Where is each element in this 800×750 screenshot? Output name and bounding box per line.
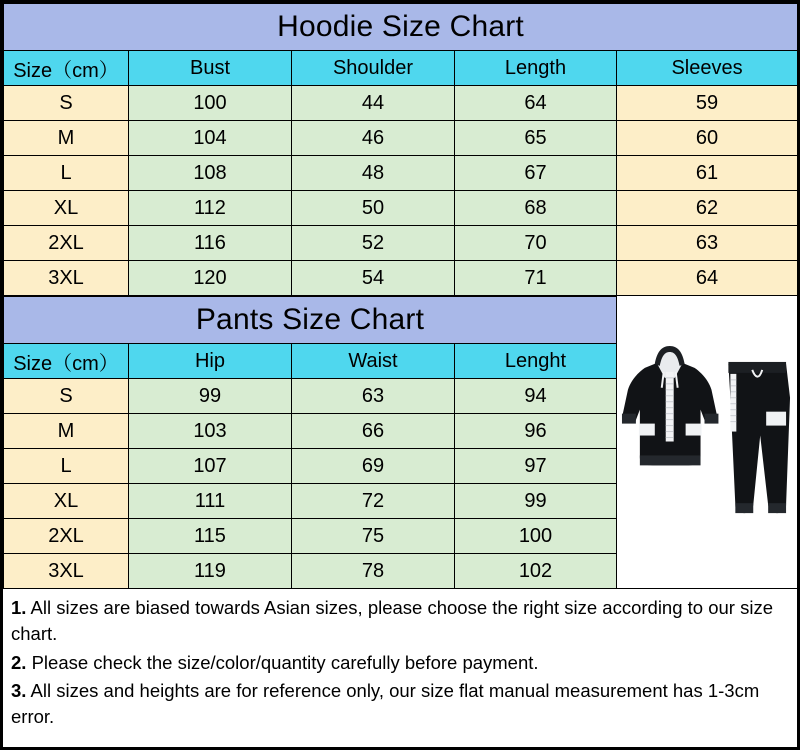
hoodie-header-sleeves: Sleeves: [617, 51, 798, 86]
pants-cell-hip: 103: [129, 414, 292, 449]
hoodie-chart-title: Hoodie Size Chart: [4, 4, 798, 51]
pants-chart-title: Pants Size Chart: [4, 297, 617, 344]
pants-cell-length: 96: [455, 414, 617, 449]
pants-and-image-section: [3, 296, 797, 589]
pants-cell-length: 100: [455, 519, 617, 554]
pants-cell-length: 94: [455, 379, 617, 414]
hoodie-cell-length: 70: [455, 226, 617, 261]
hoodie-cell-bust: 120: [129, 261, 292, 296]
product-image: [616, 296, 797, 589]
table-row: [4, 554, 617, 589]
hoodie-header-row: [4, 51, 798, 86]
table-row: [4, 414, 617, 449]
table-row: [4, 449, 617, 484]
hoodie-cell-bust: 116: [129, 226, 292, 261]
pants-cell-hip: 99: [129, 379, 292, 414]
hoodie-cell-size: XL: [4, 191, 129, 226]
pants-cell-hip: 119: [129, 554, 292, 589]
hoodie-header-shoulder: Shoulder: [292, 51, 455, 86]
pants-cell-waist: 72: [292, 484, 455, 519]
hoodie-title-row: [4, 4, 798, 51]
pants-header-size: Size（cm）: [4, 344, 129, 379]
pants-cell-length: 97: [455, 449, 617, 484]
pants-cell-waist: 78: [292, 554, 455, 589]
hoodie-header-bust: Bust: [129, 51, 292, 86]
hoodie-cell-length: 65: [455, 121, 617, 156]
hoodie-header-size: Size（cm）: [4, 51, 129, 86]
hoodie-cell-bust: 112: [129, 191, 292, 226]
pants-cell-waist: 69: [292, 449, 455, 484]
pants-cell-hip: 111: [129, 484, 292, 519]
hoodie-cell-shoulder: 48: [292, 156, 455, 191]
note-2: [11, 650, 789, 676]
table-row: [4, 261, 798, 296]
notes-section: [3, 589, 797, 736]
hoodie-cell-length: 67: [455, 156, 617, 191]
table-row: [4, 156, 798, 191]
pants-header-length: Lenght: [455, 344, 617, 379]
pants-header-hip: Hip: [129, 344, 292, 379]
hoodie-cell-sleeves: 60: [617, 121, 798, 156]
hoodie-cell-sleeves: 63: [617, 226, 798, 261]
pants-cell-size: 2XL: [4, 519, 129, 554]
note-3-text: All sizes and heights are for reference only, our size flat manual measurement has 1-3cm error.: [11, 679, 760, 728]
table-row: [4, 191, 798, 226]
hoodie-size-chart-table: [3, 3, 798, 296]
hoodie-cell-size: L: [4, 156, 129, 191]
table-row: [4, 226, 798, 261]
hoodie-cell-sleeves: 59: [617, 86, 798, 121]
hoodie-cell-length: 64: [455, 86, 617, 121]
hoodie-cell-size: 3XL: [4, 261, 129, 296]
hoodie-cell-sleeves: 64: [617, 261, 798, 296]
note-2-text: Please check the size/color/quantity carefully before payment.: [26, 651, 539, 673]
pants-size-chart-table: [3, 296, 617, 589]
pants-cell-size: L: [4, 449, 129, 484]
pants-cell-waist: 66: [292, 414, 455, 449]
hoodie-cell-shoulder: 54: [292, 261, 455, 296]
hoodie-cell-sleeves: 62: [617, 191, 798, 226]
note-1-text: All sizes are biased towards Asian sizes, please choose the right size according to our size chart.: [11, 597, 773, 645]
hoodie-header-length: Length: [455, 51, 617, 86]
hoodie-cell-length: 68: [455, 191, 617, 226]
hoodie-cell-bust: 100: [129, 86, 292, 121]
note-3-number: 3.: [11, 679, 27, 701]
pants-cell-size: S: [4, 379, 129, 414]
pants-header-row: [4, 344, 617, 379]
hoodie-cell-shoulder: 50: [292, 191, 455, 226]
pants-cell-waist: 63: [292, 379, 455, 414]
hoodie-cell-size: M: [4, 121, 129, 156]
table-row: [4, 121, 798, 156]
table-row: [4, 379, 617, 414]
pants-title-row: [4, 297, 617, 344]
hoodie-cell-bust: 108: [129, 156, 292, 191]
hoodie-cell-sleeves: 61: [617, 156, 798, 191]
note-1-number: 1.: [11, 597, 27, 618]
pants-cell-hip: 115: [129, 519, 292, 554]
hoodie-cell-size: S: [4, 86, 129, 121]
pants-size-chart-section: [3, 296, 616, 589]
pants-cell-length: 102: [455, 554, 617, 589]
hoodie-cell-size: 2XL: [4, 226, 129, 261]
hoodie-cell-shoulder: 46: [292, 121, 455, 156]
table-row: [4, 519, 617, 554]
note-2-number: 2.: [11, 651, 27, 673]
hoodie-cell-shoulder: 44: [292, 86, 455, 121]
pants-cell-size: XL: [4, 484, 129, 519]
table-row: [4, 86, 798, 121]
tracksuit-illustration-icon: [617, 296, 797, 588]
hoodie-size-chart-section: [3, 3, 797, 296]
pants-cell-hip: 107: [129, 449, 292, 484]
pants-header-waist: Waist: [292, 344, 455, 379]
hoodie-cell-shoulder: 52: [292, 226, 455, 261]
pants-cell-waist: 75: [292, 519, 455, 554]
note-3: [11, 678, 789, 731]
pants-cell-size: 3XL: [4, 554, 129, 589]
hoodie-cell-bust: 104: [129, 121, 292, 156]
table-row: [4, 484, 617, 519]
pants-cell-length: 99: [455, 484, 617, 519]
pants-cell-size: M: [4, 414, 129, 449]
hoodie-cell-length: 71: [455, 261, 617, 296]
note-1: [11, 595, 789, 648]
